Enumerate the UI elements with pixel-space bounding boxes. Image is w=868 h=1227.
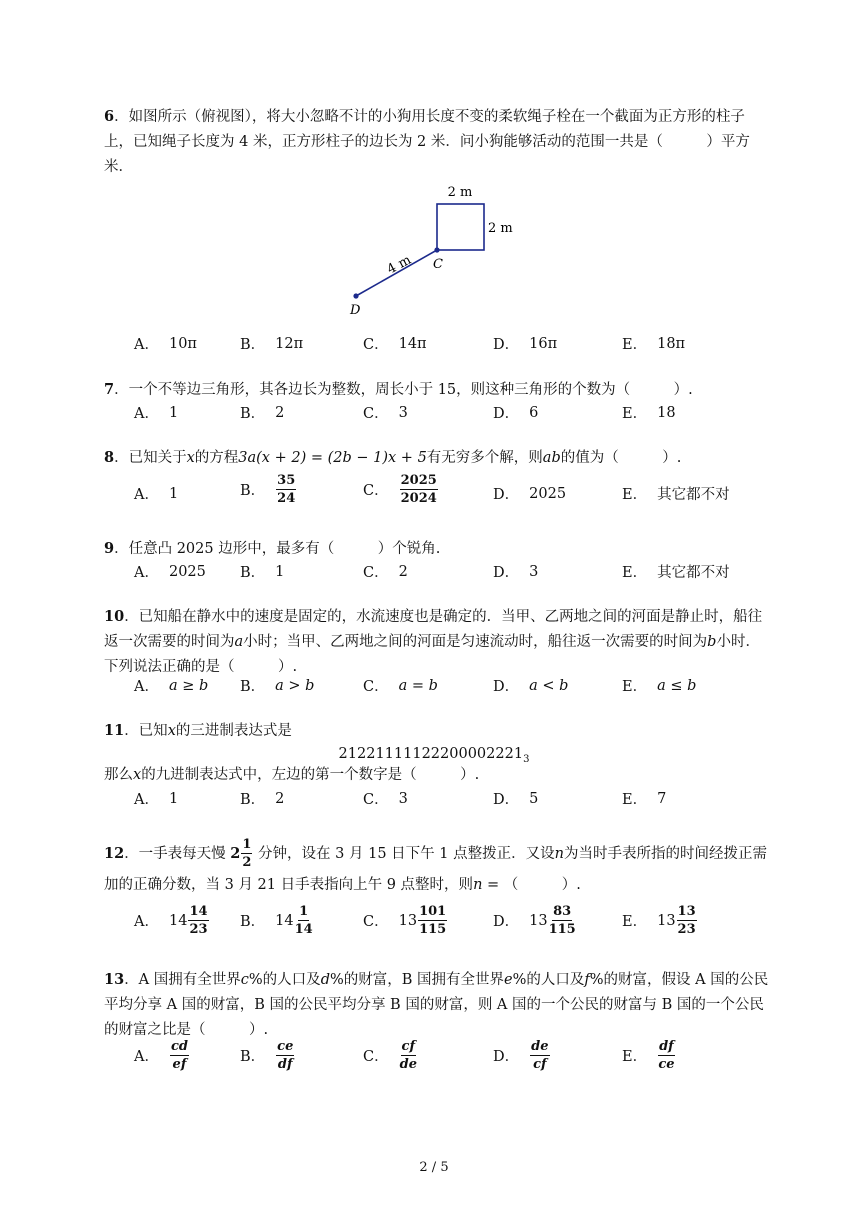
option-value: 2 <box>275 404 285 421</box>
option-label: E． <box>622 792 648 808</box>
math-var: ab <box>542 450 561 466</box>
option-fraction <box>418 905 447 936</box>
option-label: C． <box>363 337 389 353</box>
question-number: 8 <box>104 449 115 466</box>
math-var: b <box>707 634 717 650</box>
option-a[interactable] <box>134 333 197 354</box>
question-number: 7 <box>104 381 115 398</box>
option-label: D． <box>493 487 520 503</box>
question-text: %的财富，假设 A 国的公民平均分享 A 国的财富，B 国的公民平均分享 B 国的财富，则 A 国的一个公民的财富与 B 国的一个公民的财富之比是（ ）. <box>104 972 769 1038</box>
question-6 <box>104 104 772 180</box>
option-b[interactable] <box>240 561 284 582</box>
question-text: 有无穷多个解，则 <box>426 450 543 466</box>
option-fraction <box>276 1040 294 1071</box>
option-fraction <box>530 1040 549 1071</box>
question-number: 12 <box>104 845 125 862</box>
question-text: 小时．下列说法正确的是（ ）. <box>104 634 760 675</box>
option-value: a < b <box>529 677 569 694</box>
option-value: 10π <box>168 335 197 352</box>
option-label: B． <box>240 679 266 695</box>
point-c-dot <box>434 247 439 252</box>
math-var: n <box>554 846 564 862</box>
option-b[interactable] <box>240 1040 295 1071</box>
dog-rope-figure <box>330 178 530 318</box>
denominator: ef <box>172 1057 187 1072</box>
option-a[interactable] <box>134 905 210 936</box>
option-label: C． <box>363 914 389 930</box>
option-fraction <box>658 1040 675 1071</box>
option-c[interactable] <box>363 788 408 809</box>
question-text: 的三进制表达式是 <box>175 723 292 739</box>
option-label: D． <box>493 792 520 808</box>
denominator: 23 <box>677 922 696 937</box>
q7-options <box>0 402 868 442</box>
rope-length-label: 4 m <box>384 252 414 278</box>
question-number: 10 <box>104 608 125 625</box>
option-d[interactable] <box>493 402 538 423</box>
option-label: A． <box>134 792 159 808</box>
question-number: 9 <box>104 540 115 557</box>
whole-part: 13 <box>657 912 676 929</box>
question-text: 分钟，设在 3 月 15 日下午 1 点整拨正．又设 <box>253 846 555 862</box>
q6-options <box>0 333 868 373</box>
numerator: 1 <box>299 904 309 919</box>
whole-part: 14 <box>275 912 294 929</box>
option-fraction <box>549 905 576 936</box>
numerator: 35 <box>277 473 296 488</box>
question-text: ．A 国拥有全世界 <box>124 972 241 988</box>
option-value: 12π <box>275 335 304 352</box>
point-d-dot <box>353 293 358 298</box>
option-e[interactable] <box>622 402 676 423</box>
option-d[interactable] <box>493 333 557 354</box>
question-number: 13 <box>104 971 125 988</box>
option-c[interactable] <box>363 561 408 582</box>
question-11 <box>104 718 772 744</box>
fraction <box>241 838 252 869</box>
option-b[interactable] <box>240 788 284 809</box>
option-value: 18π <box>657 335 686 352</box>
square-pillar <box>437 204 484 250</box>
question-text: = （ ）. <box>482 877 581 893</box>
option-c[interactable] <box>363 333 427 354</box>
option-a[interactable] <box>134 483 178 504</box>
question-text: ．一个不等边三角形，其各边长为整数，周长小于 15，则这种三角形的个数为（ ）. <box>114 382 693 398</box>
option-label: E． <box>622 679 648 695</box>
question-text: 那么 <box>104 767 133 783</box>
denominator: ce <box>658 1057 675 1072</box>
option-b[interactable] <box>240 333 303 354</box>
option-c[interactable] <box>363 474 439 505</box>
question-text: ．一手表每天慢 <box>124 846 231 862</box>
question-text: 的方程 <box>194 450 239 466</box>
option-value: 5 <box>529 790 539 807</box>
option-label: A． <box>134 565 159 581</box>
question-text: 的九进制表达式中，左边的第一个数字是（ ）. <box>141 767 480 783</box>
option-fraction <box>170 1040 189 1071</box>
option-value: 18 <box>657 404 676 421</box>
question-text: ．已知关于 <box>114 450 187 466</box>
option-d[interactable] <box>493 483 566 504</box>
denominator: 2 <box>242 855 252 870</box>
ternary-base: 3 <box>523 753 530 765</box>
option-label: D． <box>493 679 520 695</box>
numerator: ce <box>277 1039 294 1054</box>
question-10 <box>104 604 772 680</box>
option-e[interactable] <box>622 905 698 936</box>
question-7 <box>104 377 772 403</box>
option-d[interactable] <box>493 788 538 809</box>
denominator: 24 <box>277 491 296 506</box>
option-label: D． <box>493 914 520 930</box>
option-label: D． <box>493 565 520 581</box>
option-label: C． <box>363 483 389 499</box>
option-value: a ≥ b <box>168 677 209 694</box>
whole-part: 13 <box>398 912 418 929</box>
option-b[interactable] <box>240 474 297 505</box>
q9-options <box>0 561 868 601</box>
option-label: A． <box>134 337 159 353</box>
numerator: cf <box>401 1039 416 1054</box>
option-label: B． <box>240 565 266 581</box>
option-value: 16π <box>529 335 558 352</box>
option-value: 3 <box>529 563 539 580</box>
option-c[interactable] <box>363 402 408 423</box>
numerator: cd <box>170 1039 188 1054</box>
option-d[interactable] <box>493 561 538 582</box>
option-label: B． <box>240 792 266 808</box>
question-text: ．已知船在静水中的速度是固定的，水流速度也是确定的．当甲、乙两地之间的河面是静止时，船往返一次需要的时间为 <box>104 609 763 650</box>
option-fraction <box>188 905 208 936</box>
whole-part: 13 <box>529 912 548 929</box>
math-equation: 3a(x + 2) = (2b − 1)x + 5 <box>238 450 427 466</box>
math-var: x <box>186 450 195 466</box>
math-var: x <box>167 723 176 739</box>
numerator: de <box>531 1039 549 1054</box>
option-a[interactable] <box>134 675 208 696</box>
option-label: A． <box>134 679 159 695</box>
option-b[interactable] <box>240 402 284 423</box>
option-value: 3 <box>398 404 408 421</box>
option-label: D． <box>493 337 520 353</box>
option-fraction <box>276 474 296 505</box>
question-text: 小时；当甲、乙两地之间的河面是匀速流动时，船往返一次需要的时间为 <box>243 634 708 650</box>
option-label: B． <box>240 914 266 930</box>
option-label: C． <box>363 1049 389 1065</box>
math-var: c <box>240 972 249 988</box>
option-label: D． <box>493 406 520 422</box>
option-label: E． <box>622 1049 648 1065</box>
denominator: 23 <box>189 922 208 937</box>
q13-options <box>0 1040 868 1080</box>
option-value: 1 <box>275 563 285 580</box>
option-value: 1 <box>168 790 179 807</box>
option-d[interactable] <box>493 905 577 936</box>
question-text: 的值为（ ）. <box>560 450 682 466</box>
question-text: ．如图所示（俯视图），将大小忽略不计的小狗用长度不变的柔软绳子栓在一个截面为正方形的柱子上，已知绳子长度为 4 米，正方形柱子的边长为 2 米．问小狗能够活动的范围一共是（ ）平方米． <box>104 109 750 175</box>
option-b[interactable] <box>240 905 314 936</box>
option-fraction <box>400 1040 417 1071</box>
denominator: 2024 <box>400 491 437 506</box>
option-d[interactable] <box>493 1040 551 1071</box>
question-12 <box>104 838 772 901</box>
question-number: 11 <box>104 722 125 739</box>
q12-options <box>0 905 868 945</box>
option-label: B． <box>240 483 266 499</box>
option-label: A． <box>134 914 159 930</box>
math-var: x <box>133 767 142 783</box>
question-text: %的人口及 <box>512 972 585 988</box>
question-9 <box>104 536 772 562</box>
option-fraction <box>295 905 313 936</box>
mixed-number <box>230 838 253 869</box>
denominator: 115 <box>419 922 447 937</box>
option-fraction <box>677 905 697 936</box>
numerator: 2025 <box>400 473 437 488</box>
option-label: E． <box>622 406 648 422</box>
option-d[interactable] <box>493 675 568 696</box>
right-side-label: 2 m <box>488 221 513 236</box>
option-label: B． <box>240 337 266 353</box>
option-value: 6 <box>529 404 539 421</box>
option-label: B． <box>240 1049 266 1065</box>
q8-options <box>0 474 868 514</box>
option-value: 14π <box>398 335 427 352</box>
option-value: 1 <box>168 404 179 421</box>
denominator: 14 <box>294 922 313 937</box>
q11-options <box>0 788 868 828</box>
question-11-continued <box>104 763 772 788</box>
option-e[interactable] <box>622 788 666 809</box>
option-label: D． <box>493 1049 520 1065</box>
option-fraction <box>400 474 438 505</box>
option-label: E． <box>622 487 648 503</box>
option-label: A． <box>134 1049 159 1065</box>
option-value: a ≤ b <box>657 677 697 694</box>
option-label: E． <box>622 565 648 581</box>
question-number: 6 <box>104 108 115 125</box>
question-text: %的财富，B 国拥有全世界 <box>329 972 505 988</box>
ternary-digits: 21221111122200002221 <box>338 746 524 762</box>
whole-part: 14 <box>168 912 188 929</box>
option-value: a = b <box>398 677 438 694</box>
option-value: 2 <box>275 790 285 807</box>
denominator: cf <box>533 1057 547 1072</box>
option-value: a > b <box>275 677 315 694</box>
numerator: 14 <box>189 904 208 919</box>
top-side-label: 2 m <box>447 185 473 200</box>
numerator: df <box>659 1039 674 1054</box>
option-value: 2025 <box>529 485 567 502</box>
option-label: C． <box>363 792 389 808</box>
question-8 <box>104 445 772 471</box>
math-var: f <box>584 972 590 988</box>
option-label: A． <box>134 487 159 503</box>
page-number: 2 / 5 <box>419 1160 449 1175</box>
option-label: A． <box>134 406 159 422</box>
numerator: 13 <box>677 904 696 919</box>
math-var: a <box>234 634 244 650</box>
option-e[interactable] <box>622 333 685 354</box>
math-var: e <box>504 972 513 988</box>
option-a[interactable] <box>134 1040 190 1071</box>
whole-part: 2 <box>230 845 241 862</box>
option-label: C． <box>363 679 389 695</box>
option-c[interactable] <box>363 905 448 936</box>
denominator: 115 <box>548 922 576 937</box>
option-value: 1 <box>168 485 179 502</box>
question-text: 为当时手表所指的时间经拨正需加的正确分数，当 3 月 21 日手表指向上午 9 点整时，则 <box>104 846 767 893</box>
denominator: de <box>399 1057 417 1072</box>
denominator: df <box>277 1057 293 1072</box>
option-label: C． <box>363 406 389 422</box>
math-var: d <box>320 972 330 988</box>
option-e[interactable] <box>622 1040 676 1071</box>
math-var: n <box>473 877 483 893</box>
question-text: %的人口及 <box>248 972 321 988</box>
option-value: 其它都不对 <box>657 487 730 503</box>
option-e[interactable] <box>622 561 730 582</box>
q10-options <box>0 675 868 715</box>
option-value: 2025 <box>168 563 206 580</box>
option-value: 7 <box>657 790 667 807</box>
point-d-label: D <box>350 303 361 318</box>
option-a[interactable] <box>134 788 178 809</box>
numerator: 101 <box>419 904 447 919</box>
option-e[interactable] <box>622 483 730 504</box>
numerator: 83 <box>553 904 572 919</box>
option-label: E． <box>622 914 648 930</box>
option-a[interactable] <box>134 561 206 582</box>
point-c-label: C <box>433 257 443 272</box>
question-text: ．任意凸 2025 边形中，最多有（ ）个锐角. <box>114 541 441 557</box>
question-text: ．已知 <box>124 723 168 739</box>
numerator: 1 <box>242 837 252 852</box>
option-a[interactable] <box>134 402 178 423</box>
option-label: C． <box>363 565 389 581</box>
option-label: B． <box>240 406 266 422</box>
question-13 <box>104 967 772 1043</box>
option-b[interactable] <box>240 675 314 696</box>
option-label: E． <box>622 337 648 353</box>
option-value: 其它都不对 <box>657 565 730 581</box>
option-value: 2 <box>398 563 408 580</box>
option-c[interactable] <box>363 675 438 696</box>
option-value: 3 <box>398 790 408 807</box>
option-e[interactable] <box>622 675 696 696</box>
option-c[interactable] <box>363 1040 418 1071</box>
